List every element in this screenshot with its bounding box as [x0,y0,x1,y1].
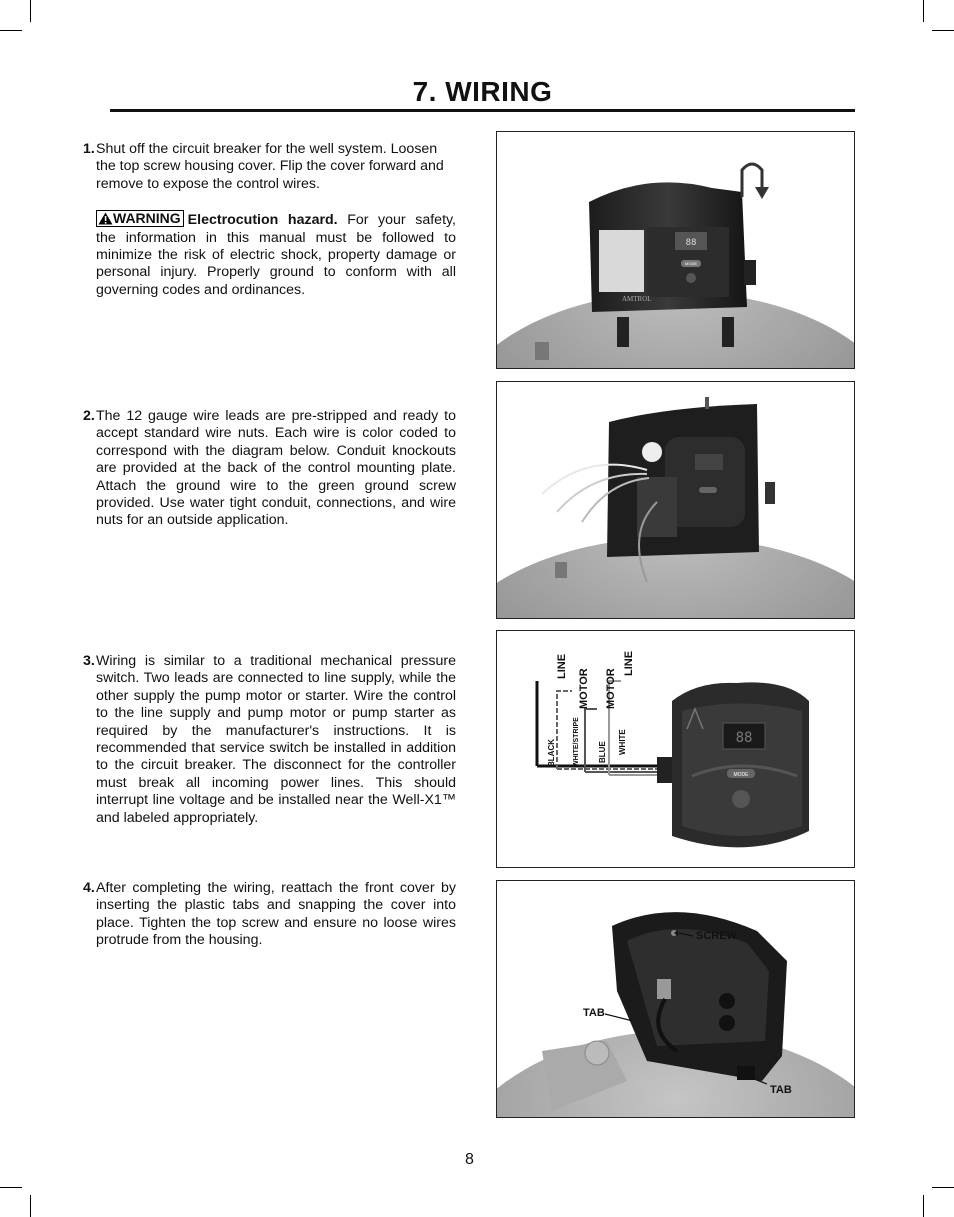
tab-label-left: TAB [583,1007,605,1019]
figure-1-photo [496,131,855,369]
wire-label-blue: BLUE [598,741,607,763]
step-number: 2. [83,408,95,424]
crop-mark [0,30,22,31]
display-readout: 88 [685,238,697,248]
group-label-motor: MOTOR [578,668,590,709]
warning-text: For your safety, the information in this manual must be followed to minimize the risk of electric shock, property damage or personal injury. Properly ground to conform with all governing codes and ordinances. [96,212,456,298]
page-title: 7. WIRING [412,76,553,107]
group-label-line: LINE [556,653,568,679]
crop-mark [932,1187,954,1188]
group-label-line: LINE [623,650,635,676]
step-2 [83,408,456,530]
step-text: Wiring is similar to a traditional mechanical pressure switch. Two leads are connected to line supply, while the other supply the pump motor or starter. Wire the control to the line supply and pump motor or pump starter as required by the manufacturer's instructions. It is recommended that service switch be installed in addition to the circuit breaker. The disconnect for the controller must break all incoming power lines. This should interrupt line voltage and be installed near the Well-X1™ and labeled appropriately. [96,653,456,826]
figure-3-diagram [496,630,855,868]
tab-label-right: TAB [770,1084,792,1096]
step-1 [83,141,456,299]
step-number: 4. [83,880,95,896]
wire-label-black: BLACK [547,739,556,767]
display-readout: 88 [735,730,753,746]
figure-2-photo [496,381,855,619]
step-4 [83,880,456,950]
group-label-motor: MOTOR [605,668,617,709]
step-text: After completing the wiring, reattach the front cover by inserting the plastic tabs and snapping the cover into place. Tighten the top screw and ensure no loose wires protrude from the housing. [96,880,456,949]
flip-arrow-icon [755,187,769,199]
wiring-diagram [497,631,854,867]
wire-label-white: WHITE [618,729,627,755]
crop-mark [30,0,31,22]
warning-heading: Electrocution hazard. [187,212,338,229]
step-text: Shut off the circuit breaker for the well system. Loosen the top screw housing cover. Flip the cover forward and remove to expose the control wires. [96,141,444,192]
crop-mark [932,30,954,31]
wire-leads-illustration [497,382,854,618]
mode-button-label: MODE [733,772,749,778]
title-rule [110,109,855,112]
wire-label-white-stripe: WHITE/STRIPE [573,717,580,767]
crop-mark [30,1195,31,1217]
crop-mark [0,1187,22,1188]
warning-badge-label: WARNING [113,210,181,227]
warning-block [96,210,456,299]
figure-4-photo [496,880,855,1118]
controller-cover-illustration [497,132,854,368]
mode-button-label: MODE [685,261,697,266]
step-number: 3. [83,653,95,669]
crop-mark [923,0,924,22]
crop-mark [923,1195,924,1217]
warning-triangle-icon [98,212,113,225]
warning-badge [96,210,184,227]
cover-reattach-illustration [497,881,854,1117]
page-number: 8 [465,1151,474,1168]
brand-label: AMTROL [622,295,652,303]
step-number: 1. [83,141,95,157]
step-text: The 12 gauge wire leads are pre-stripped and ready to accept standard wire nuts. Each wire is color coded to correspond with the diagram below. Conduit knockouts are provided at the back of the control mounting plate. Attach the ground wire to the green ground screw provided. Use water tight conduit, connections, and wire nuts for an outside application. [96,408,456,529]
step-3 [83,653,456,827]
screw-label: SCREW [696,930,737,942]
